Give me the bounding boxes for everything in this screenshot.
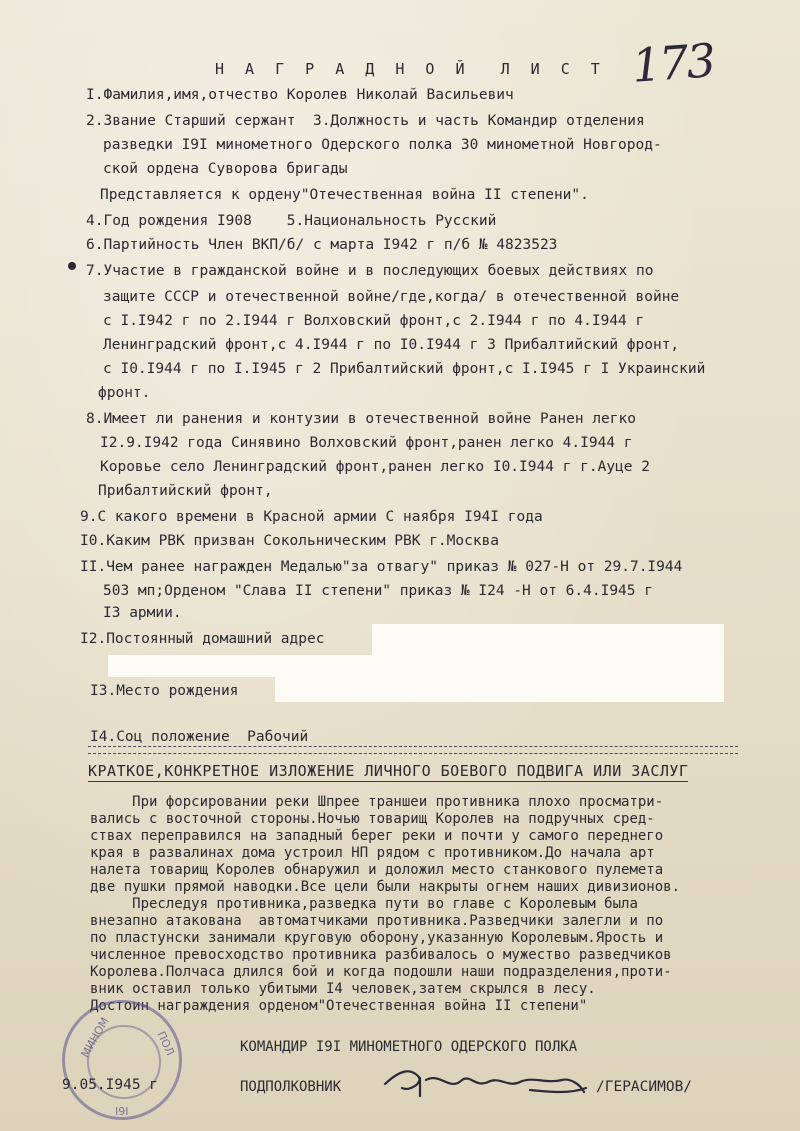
field-position-cont-2: ской ордена Суворова бригады [103,161,348,177]
signoff-name: /ГЕРАСИМОВ/ [596,1079,693,1095]
field-service-since: 9.С какого времени в Красной армии С наября I94I года [80,509,543,525]
field-name: I.Фамилия,имя,отчество Королев Николай Васильевич [86,87,514,103]
signoff-rank: ПОДПОЛКОВНИК [240,1079,342,1095]
narrative-line: численное превосходство противника разбивалось о мужество разведчиков [90,947,672,963]
document-title: Н А Г Р А Д Н О Й Л И С Т [215,60,606,78]
field-previous-awards-cont-1: 503 мп;Орденом "Слава II степени" приказ № I24 -Н от 6.4.I945 г [103,583,653,599]
narrative-line: ствах переправился на западный берег реки и почти у самого переднего [90,828,664,844]
narrative-line: вник оставил только убитыми I4 человек,затем скрылся в лесу. [90,981,596,997]
field-wounds-cont-3: Прибалтийский фронт, [98,483,273,499]
field-birthplace: I3.Место рождения [90,683,239,699]
redacted-birthplace [275,676,724,702]
narrative-line: Достоин награждения орденом"Отечественная война II степени" [90,998,588,1014]
field-home-address: I2.Постоянный домашний адрес [80,631,325,647]
handwritten-page-number: 173 [630,33,716,93]
field-wounds: 8.Имеет ли ранения и контузии в отечественной войне Ранен легко [86,411,636,427]
field-birth-year-nationality: 4.Год рождения I908 5.Национальность Русский [86,213,497,229]
signoff-date: 9.05.I945 г [62,1077,159,1093]
field-wounds-cont-2: Коровье село Ленинградский фронт,ранен легко I0.I944 г г.Ауце 2 [100,459,650,475]
redacted-address [372,624,724,678]
handwritten-signature [380,1062,590,1102]
field-nominated-for: Представляется к ордену"Отечественная война II степени". [100,187,589,203]
field-previous-awards-cont-2: I3 армии. [103,605,182,621]
narrative-line: Преследуя противника,разведка пути во главе с Королевым была [90,896,638,912]
narrative-line: Королева.Полчаса длился бой и когда подошли наши подразделения,проти- [90,964,672,980]
field-previous-awards: II.Чем ранее награжден Медалью"за отвагу" приказ № 027-Н от 29.7.I944 [80,559,683,575]
narrative-line: внезапно атакована автоматчиками противника.Разведчики залегли и по [90,913,664,929]
narrative-line: При форсировании реки Шпрее траншеи противника плохо просматри- [90,794,664,810]
commander-line: КОМАНДИР I9I МИНОМЕТНОГО ОДЕРСКОГО ПОЛКА [240,1039,578,1055]
section-heading [88,762,688,780]
stamp-text-right: ПОЛ [154,1029,177,1058]
official-stamp [62,1000,182,1120]
field-combat-cont-5: фронт. [98,385,151,401]
separator-double-line [88,746,738,754]
narrative-line: края в развалинах дома устроил НП рядом с противником.До начала арт [90,845,655,861]
narrative-line: налета товарищ Королев обнаружил и доложил место станкового пулемета [90,862,664,878]
field-rank-position: 2.Звание Старший сержант 3.Должность и часть Командир отделения [86,113,645,129]
field-combat-cont-3: Ленинградский фронт,с 4.I944 г по I0.I944 г 3 Прибалтийский фронт, [103,337,680,353]
narrative-line: две пушки прямой наводки.Все цели были накрыты огнем наших дивизионов. [90,879,681,895]
section-heading-text: КРАТКОЕ,КОНКРЕТНОЕ ИЗЛОЖЕНИЕ ЛИЧНОГО БОЕВОГО ПОДВИГА ИЛИ ЗАСЛУГ [88,762,689,780]
field-combat-cont-1: защите СССР и отечественной войне/где,когда/ в отечественной войне [103,289,680,305]
bullet-mark [68,262,76,270]
field-combat-cont-2: с I.I942 г по 2.I944 г Волховский фронт,с 2.I944 г по 4.I944 г [103,313,645,329]
stamp-text-left: МИНОМ [78,1015,112,1060]
field-draft-office: I0.Каким РВК призван Сокольническим РВК г.Москва [80,533,500,549]
field-social-status: I4.Соц положение Рабочий [90,729,309,745]
narrative-line: по пластунски занимали круговую оборону,указанную Королевым.Ярость и [90,930,664,946]
field-party: 6.Партийность Член ВКП/б/ с марта I942 г п/б № 4823523 [86,237,558,253]
narrative-line: вались с восточной стороны.Ночью товарищ Королев на подручных сред- [90,811,655,827]
stamp-text-bottom: I9I [115,1105,129,1118]
field-combat-cont-4: с I0.I944 г по I.I945 г 2 Прибалтийский фронт,с I.I945 г I Украинский [103,361,706,377]
field-wounds-cont-1: I2.9.I942 года Синявино Волховский фронт,ранен легко 4.I944 г [100,435,633,451]
field-combat-participation: 7.Участие в гражданской войне и в последующих боевых действиях по [86,263,654,279]
redacted-address-cont [108,655,378,677]
field-position-cont-1: разведки I9I минометного Одерского полка 30 минометной Новгород- [103,137,662,153]
